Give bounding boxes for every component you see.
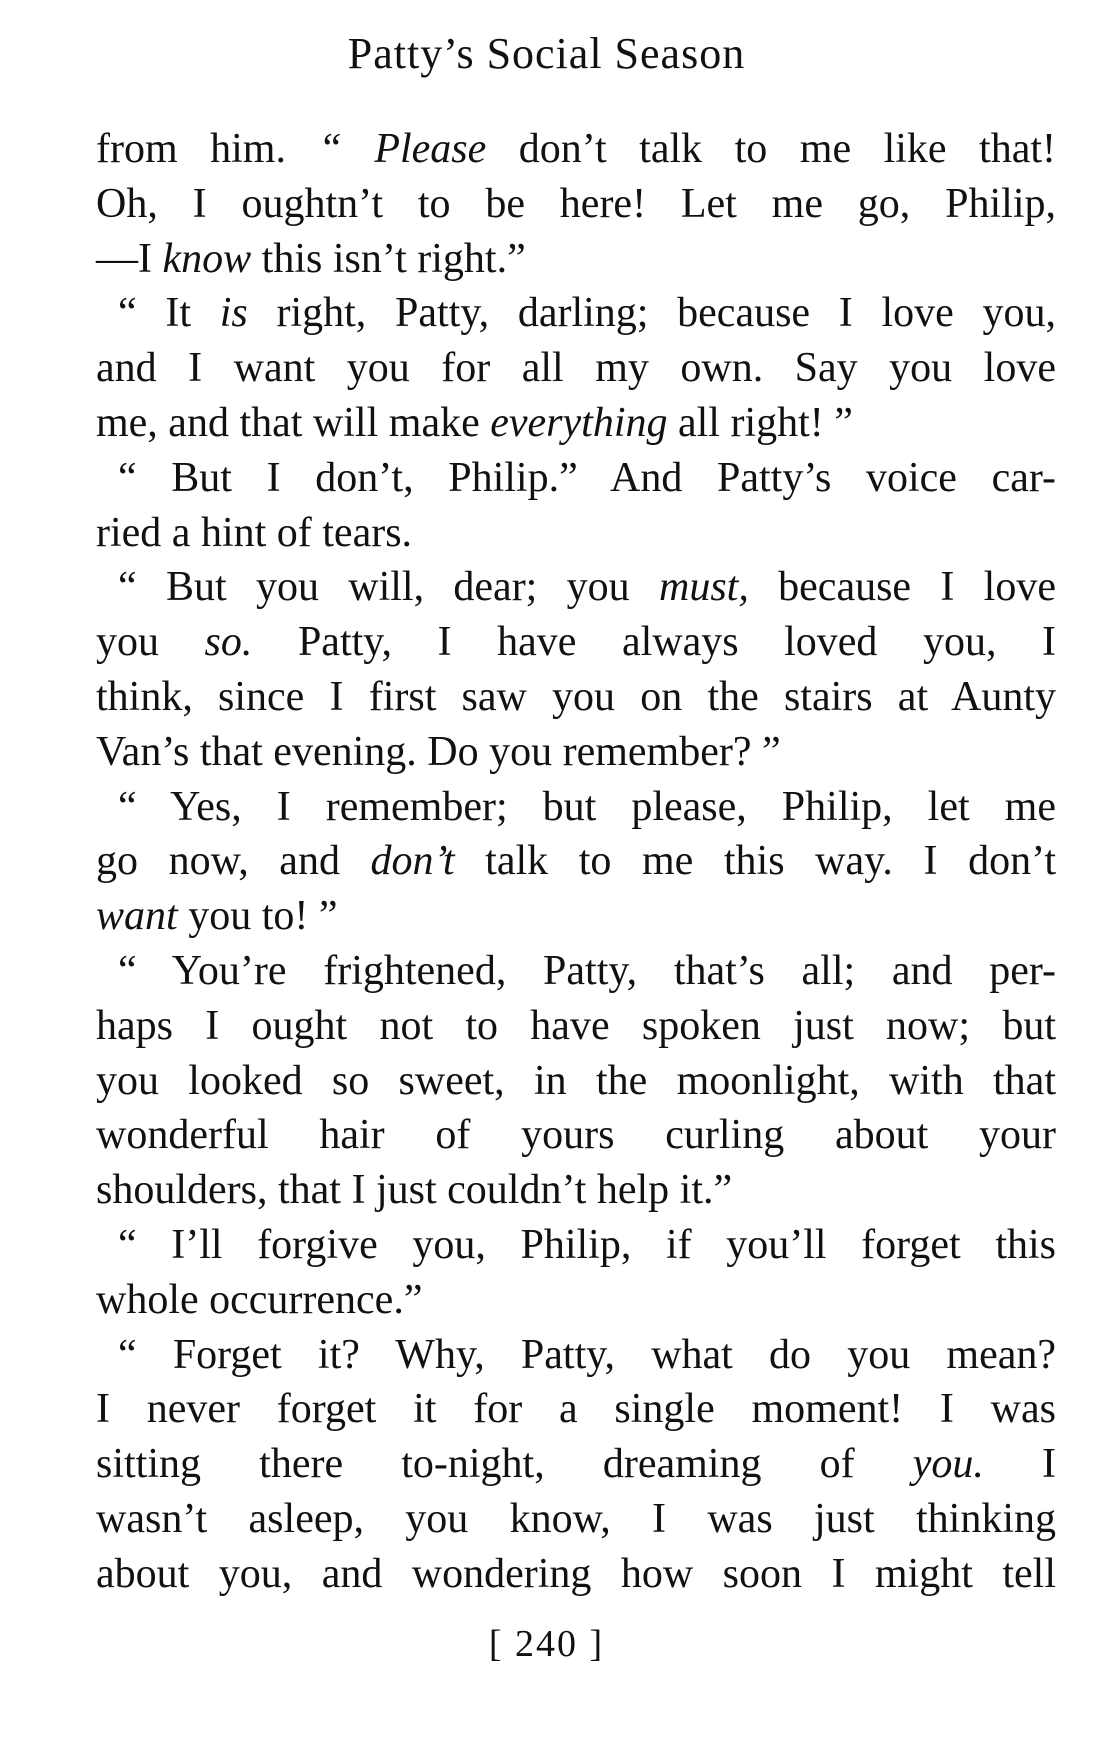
text-line — [96, 1328, 1056, 1383]
italic-text: everything — [490, 399, 668, 446]
text-line — [96, 341, 1056, 396]
text-line — [96, 560, 1056, 615]
text-line — [96, 1218, 1056, 1273]
text-run: don’t talk to me like that! — [486, 126, 1057, 172]
text-run: right, Patty, darling; because I love you, — [247, 290, 1057, 337]
text-line — [96, 1054, 1056, 1109]
text-run: from him. — [96, 126, 319, 172]
italic-text: you. — [912, 1441, 984, 1488]
text-run: all right! ” — [667, 399, 853, 446]
text-run: “ But I don’t, Philip.” And Patty’s voice car- — [118, 454, 1056, 501]
text-run: Patty, I have always loved you, I — [252, 619, 1056, 666]
text-run: “ Forget it? Why, Patty, what do you mean? — [118, 1331, 1056, 1378]
text-run: I never forget it for a single moment! I was — [96, 1386, 1056, 1433]
text-line — [96, 286, 1056, 341]
italic-text: so. — [204, 619, 253, 666]
text-line — [96, 999, 1056, 1054]
text-run: “ But you will, dear; you — [118, 564, 659, 611]
text-line — [96, 670, 1056, 725]
text-run: Van’s that evening. Do you remember? ” — [96, 728, 781, 775]
text-line — [96, 1382, 1056, 1437]
text-run: whole occurrence.” — [96, 1276, 423, 1323]
text-line — [96, 1547, 1056, 1602]
text-line — [96, 780, 1056, 835]
text-line — [96, 177, 1056, 232]
text-run: “ Yes, I remember; but please, Philip, let me — [118, 783, 1056, 830]
text-line — [96, 1273, 1056, 1328]
italic-text: “ Please — [318, 126, 487, 172]
italic-text: is — [219, 290, 248, 337]
text-run: you looked so sweet, in the moonlight, with that — [96, 1057, 1056, 1104]
text-run: wonderful hair of yours curling about your — [96, 1112, 1056, 1159]
text-run: wasn’t asleep, you know, I was just thinking — [96, 1495, 1056, 1542]
text-run: haps I ought not to have spoken just now; but — [96, 1002, 1056, 1049]
text-run: Oh, I oughtn’t to be here! Let me go, Philip, — [96, 180, 1056, 227]
italic-text: know — [162, 235, 252, 282]
text-line — [96, 615, 1056, 670]
text-run: “ You’re frightened, Patty, that’s all; and per- — [118, 947, 1056, 994]
text-run: sitting there to-night, dreaming of — [96, 1441, 913, 1488]
text-run: “ I’ll forgive you, Philip, if you’ll forget this — [118, 1221, 1056, 1268]
text-run: “ It — [118, 290, 220, 337]
text-run: you — [96, 619, 205, 666]
text-run: think, since I first saw you on the stairs at Aunty — [96, 673, 1056, 720]
text-line — [96, 232, 1056, 287]
text-run: shoulders, that I just couldn’t help it.” — [96, 1167, 733, 1214]
text-run: you to! ” — [177, 893, 338, 940]
text-run: talk to me this way. I don’t — [454, 838, 1056, 885]
text-line — [96, 451, 1056, 506]
text-run: ried a hint of tears. — [96, 509, 413, 556]
page-number: [ 240 ] — [488, 1623, 605, 1665]
text-run: about you, and wondering how soon I might tell — [96, 1550, 1056, 1597]
text-line — [96, 122, 1056, 177]
text-line — [96, 506, 1056, 561]
text-run: because I love — [748, 564, 1056, 611]
text-line — [96, 396, 1056, 451]
running-head: Patty’s Social Season — [347, 29, 746, 78]
text-run: and I want you for all my own. Say you love — [96, 345, 1056, 392]
text-run: —I — [96, 235, 163, 282]
text-run: I — [983, 1441, 1056, 1488]
text-line — [96, 1108, 1056, 1163]
text-line — [96, 1437, 1056, 1492]
italic-text: must, — [658, 564, 749, 611]
text-line — [96, 944, 1056, 999]
text-line — [96, 725, 1056, 780]
body-text — [96, 122, 1056, 1602]
text-run: me, and that will make — [96, 399, 491, 446]
text-line — [96, 1492, 1056, 1547]
italic-text: want — [96, 893, 178, 940]
text-line — [96, 889, 1056, 944]
text-line — [96, 834, 1056, 889]
text-line — [96, 1163, 1056, 1218]
italic-text: don’t — [370, 838, 455, 885]
text-run: go now, and — [96, 838, 371, 885]
text-run: this isn’t right.” — [251, 235, 526, 282]
